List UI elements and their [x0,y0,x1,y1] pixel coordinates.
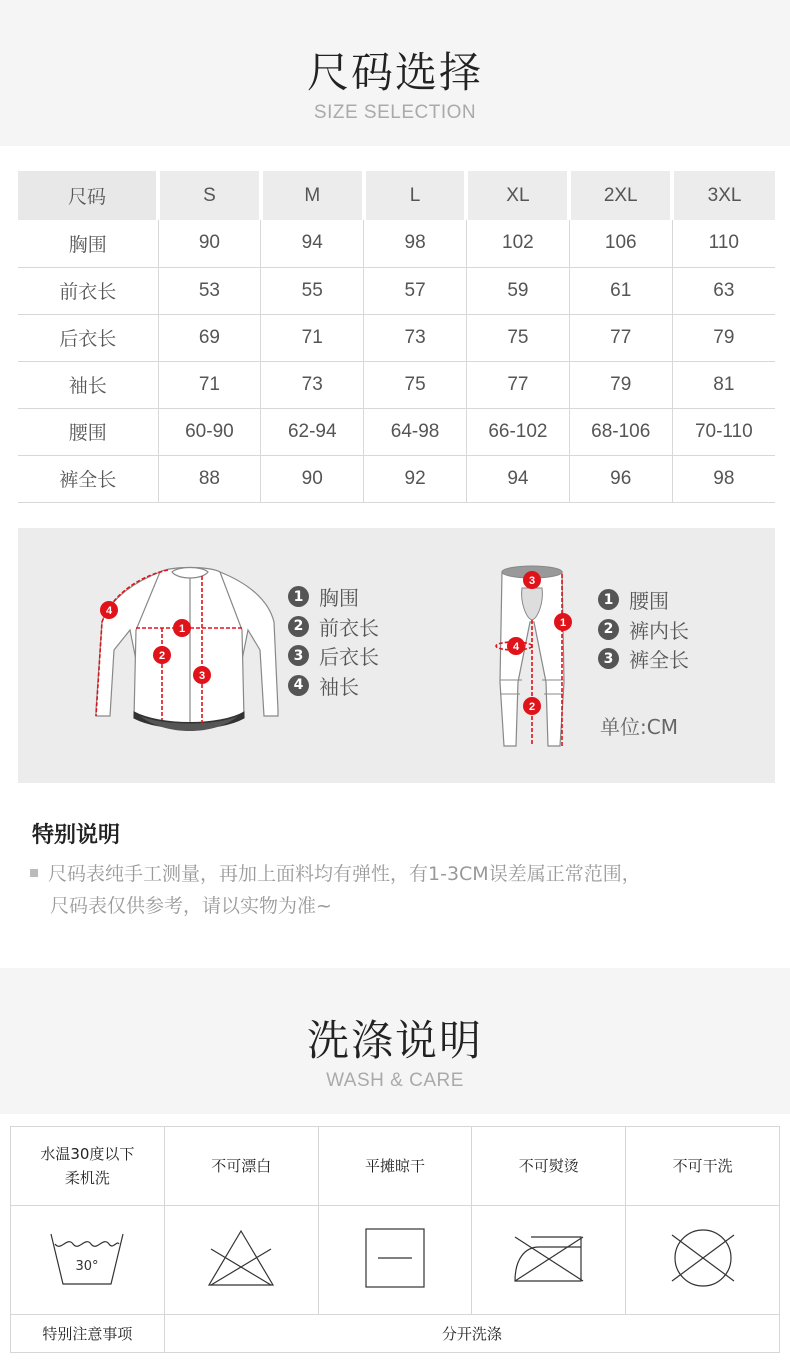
table-cell: 70-110 [672,408,775,455]
row-label: 腰围 [18,408,158,455]
table-cell: 61 [569,267,672,314]
row-label: 胸围 [18,220,158,267]
no-bleach-icon [206,1227,276,1289]
jersey-illustration [90,560,290,770]
table-cell: 55 [261,267,364,314]
table-cell: 77 [569,314,672,361]
size-section-title: 尺码选择 [306,48,483,97]
svg-text:4: 4 [512,641,520,653]
wash-footer-row [11,1315,780,1353]
size-table-header-row [18,171,775,220]
size-table [18,171,775,503]
legend-label: 前衣长 [319,615,379,640]
table-cell: 98 [364,220,467,267]
wash-table [10,1126,780,1353]
notes-line [30,890,730,922]
wash-label: 不可干洗 [626,1127,780,1206]
wash-section-subtitle: WASH & CARE [326,1070,464,1091]
legend-label: 裤全长 [629,648,689,673]
size-table-header: 2XL [569,171,672,220]
table-cell: 57 [364,267,467,314]
jersey-legend [288,582,379,700]
legend-number: 3 [288,645,309,666]
wash-footer-label: 特别注意事项 [11,1315,165,1353]
table-cell: 64-98 [364,408,467,455]
legend-item [598,585,689,615]
legend-number: 1 [288,586,309,607]
table-row [18,408,775,455]
wash-label-row [11,1127,780,1206]
legend-item [288,671,379,701]
table-cell: 53 [158,267,261,314]
size-section-subtitle: SIZE SELECTION [313,102,477,123]
row-label: 裤全长 [18,455,158,502]
wash-label-line: 水温30度以下 [40,1145,135,1163]
table-cell: 66-102 [466,408,569,455]
wash-30-icon [47,1228,127,1288]
legend-number: 2 [598,619,619,640]
legend-item [598,615,689,645]
table-cell: 73 [261,361,364,408]
pants-legend [598,585,689,674]
svg-text:3: 3 [198,670,206,682]
wash-icon-cell [472,1206,626,1315]
legend-label: 裤内长 [629,618,689,643]
row-label: 后衣长 [18,314,158,361]
wash-temp-label: 30° [75,1259,99,1274]
pants-illustration [492,562,582,752]
table-cell: 68-106 [569,408,672,455]
table-row [18,361,775,408]
table-cell: 75 [364,361,467,408]
wash-label: 平摊晾干 [318,1127,472,1206]
table-cell: 102 [466,220,569,267]
wash-section-header [0,968,790,1114]
svg-text:1: 1 [178,623,186,635]
table-cell: 60-90 [158,408,261,455]
legend-item [598,644,689,674]
table-cell: 63 [672,267,775,314]
notes-body [30,858,730,922]
legend-number: 3 [598,648,619,669]
notes-line [30,858,730,890]
bullet-icon [30,869,38,877]
legend-label: 腰围 [629,589,669,614]
table-cell: 62-94 [261,408,364,455]
table-cell: 71 [158,361,261,408]
wash-icon-row [11,1206,780,1315]
table-cell: 90 [261,455,364,502]
table-cell: 106 [569,220,672,267]
wash-label-line: 柔机洗 [64,1169,110,1187]
table-cell: 90 [158,220,261,267]
table-cell: 110 [672,220,775,267]
size-table-header: XL [466,171,569,220]
legend-label: 后衣长 [319,645,379,670]
table-cell: 73 [364,314,467,361]
legend-item [288,612,379,642]
legend-number: 4 [288,675,309,696]
wash-label: 不可漂白 [164,1127,318,1206]
table-cell: 79 [569,361,672,408]
table-cell: 75 [466,314,569,361]
table-cell: 88 [158,455,261,502]
size-table-header: 尺码 [18,171,158,220]
dry-flat-icon [364,1227,426,1289]
table-row [18,267,775,314]
table-cell: 59 [466,267,569,314]
size-section-header [0,0,790,146]
notes-text: 尺码表纯手工测量，再加上面料均有弹性，有1-3CM误差属正常范围， [48,863,641,885]
unit-label: 单位:CM [600,715,678,739]
size-table-header: 3XL [672,171,775,220]
svg-text:2: 2 [528,701,536,713]
wash-label [11,1127,165,1206]
wash-section-title: 洗涤说明 [306,1016,483,1065]
legend-number: 1 [598,589,619,610]
svg-text:1: 1 [559,617,567,629]
table-row [18,314,775,361]
table-cell: 71 [261,314,364,361]
no-iron-icon [511,1229,587,1287]
legend-number: 2 [288,616,309,637]
notes-title: 特别说明 [32,823,121,848]
row-label: 袖长 [18,361,158,408]
notes-text: 尺码表仅供参考，请以实物为准~ [50,895,332,917]
no-dry-clean-icon [668,1227,738,1289]
legend-label: 胸围 [319,586,359,611]
legend-item [288,582,379,612]
table-cell: 94 [261,220,364,267]
table-cell: 79 [672,314,775,361]
svg-text:4: 4 [105,605,113,617]
table-cell: 98 [672,455,775,502]
row-label: 前衣长 [18,267,158,314]
wash-icon-cell [164,1206,318,1315]
wash-label: 不可熨烫 [472,1127,626,1206]
svg-text:2: 2 [158,650,166,662]
table-cell: 69 [158,314,261,361]
size-table-header: S [158,171,261,220]
legend-item [288,641,379,671]
legend-label: 袖长 [319,674,359,699]
table-row [18,220,775,267]
table-cell: 92 [364,455,467,502]
wash-icon-cell [626,1206,780,1315]
size-table-header: M [261,171,364,220]
table-cell: 94 [466,455,569,502]
table-row [18,455,775,502]
wash-icon-cell [11,1206,165,1315]
svg-text:3: 3 [528,575,536,587]
wash-icon-cell [318,1206,472,1315]
measurement-diagram [18,528,775,783]
size-table-header: L [364,171,467,220]
wash-footer-value: 分开洗涤 [164,1315,779,1353]
table-cell: 77 [466,361,569,408]
table-cell: 96 [569,455,672,502]
table-cell: 81 [672,361,775,408]
